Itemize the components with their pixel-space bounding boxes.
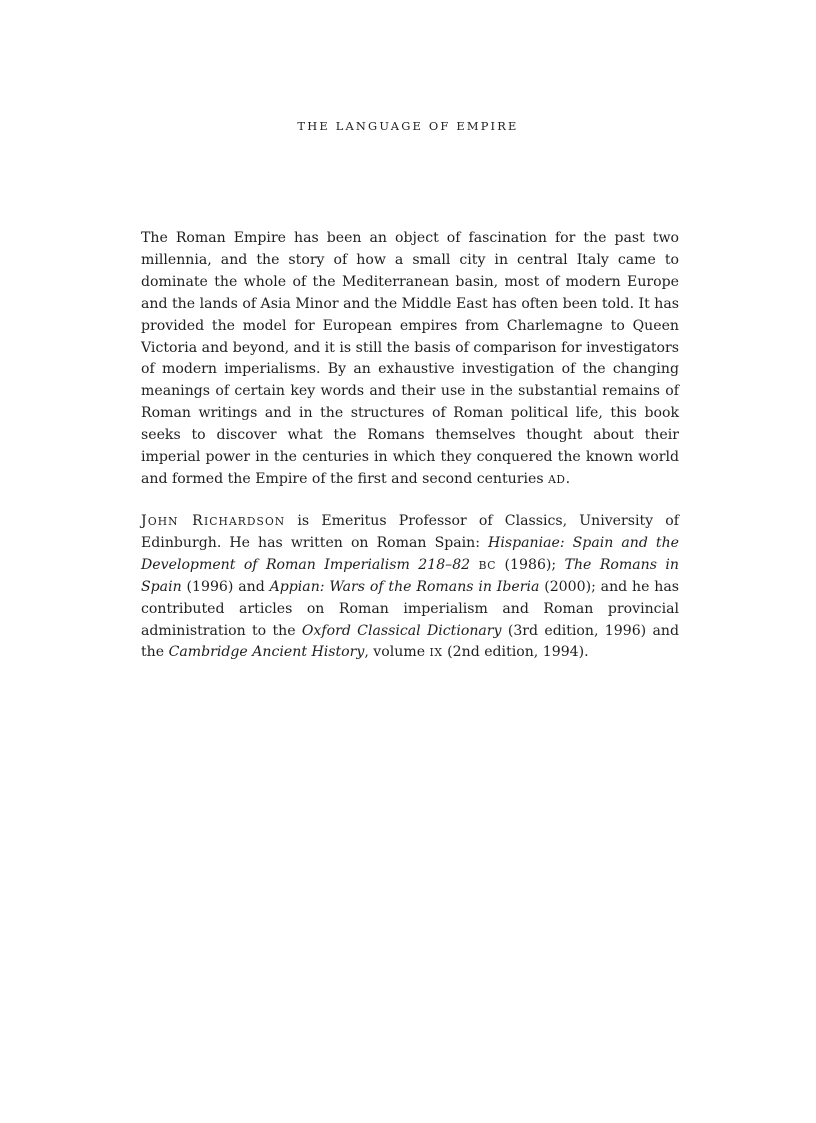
volume-number: IX xyxy=(429,646,443,660)
author-biography xyxy=(141,511,679,664)
work-title-ocd: Oxford Classical Dictionary xyxy=(301,622,502,639)
book-description xyxy=(141,228,679,491)
bio-text-7: (2nd edition, 1994). xyxy=(442,644,589,661)
page-title: THE LANGUAGE OF EMPIRE xyxy=(297,119,519,133)
bio-text-4: (2000); and he has contributed articles on Roman imperialism and Roman provincial administration to the xyxy=(141,578,679,639)
description-text: The Roman Empire has been an object of fascination for the past two millennia, and the story of how a small city in central Italy came to dominate the whole of the Mediterranean basin, most of modern Europe and the lands of Asia Minor and the Middle East has often been told. It has provided the model for European empires from Charlemagne to Queen Victoria and beyond, and it is still the basis of comparison for investigators of modern imperialisms. By an exhaustive investigation of the changing meanings of certain key words and their use in the substantial remains of Roman writings and in the structures of Roman political life, this book seeks to discover what the Romans themselves thought about their imperial power in the centuries in which they conquered the known world and formed the Empire of the first and second centuries xyxy=(141,230,679,487)
work-title-romans-in-spain: The Romans in Spain xyxy=(141,556,679,595)
work-title-appian: Appian: Wars of the Romans in Iberia xyxy=(269,578,540,595)
description-end: . xyxy=(565,470,571,487)
author-name: JOHN RICHARDSON xyxy=(141,513,286,529)
bio-text-5: (3rd edition, 1996) and the xyxy=(141,622,679,661)
work-title-hispaniae: Hispaniae: Spain and the Development of Roman Imperialism 218–82 xyxy=(141,534,680,573)
bio-text-6: , volume xyxy=(364,644,430,661)
bio-text-3: (1996) and xyxy=(181,578,270,595)
bio-text-1: is Emeritus Professor of Classics, University of Edinburgh. He has written on Roman Spain: xyxy=(141,513,680,551)
work-era-abbreviation: BC xyxy=(478,558,497,572)
work-title-cah: Cambridge Ancient History xyxy=(168,644,365,661)
era-abbreviation: AD xyxy=(548,472,566,486)
bio-text-2: (1986); xyxy=(496,556,565,573)
